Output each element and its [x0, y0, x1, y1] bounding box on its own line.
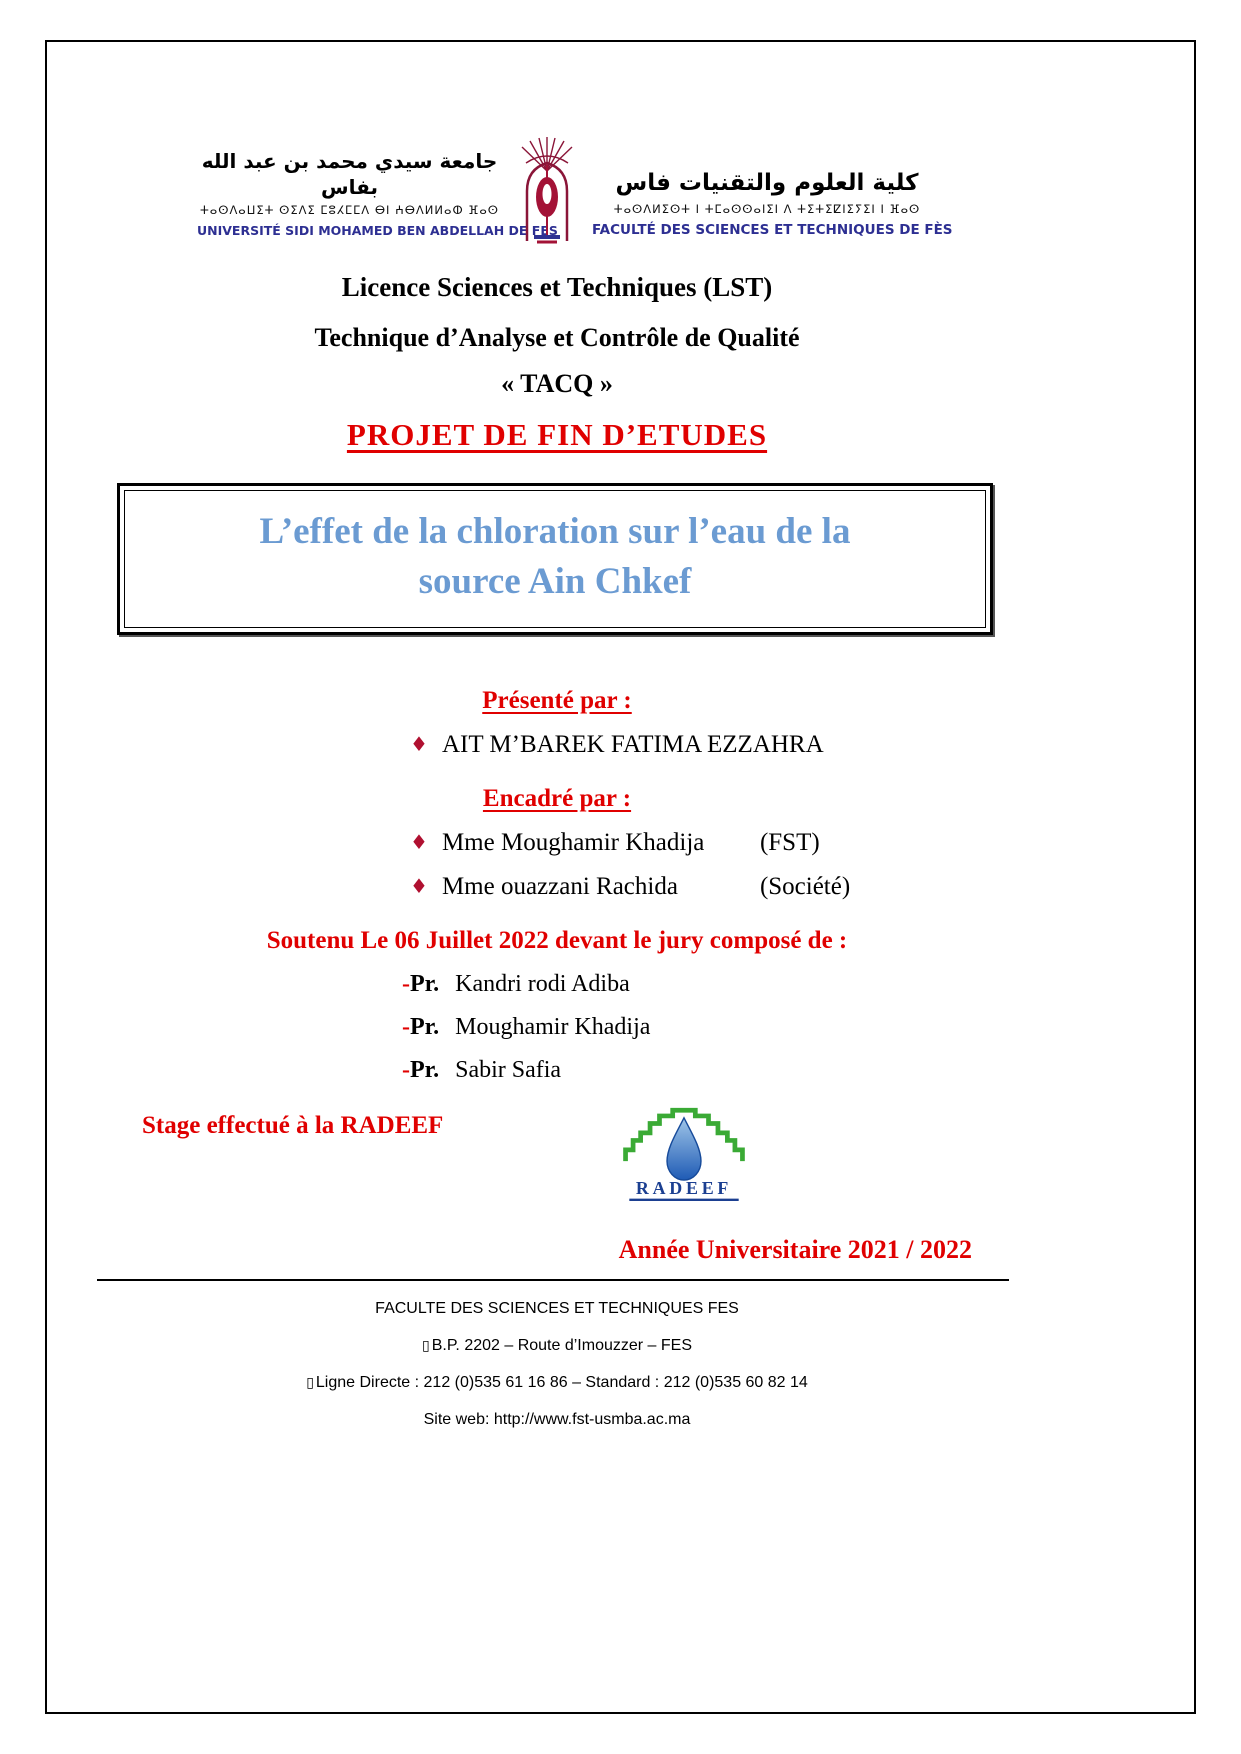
page-content [97, 137, 1017, 1429]
missing-glyph-icon: ▯ [306, 1374, 314, 1391]
jury-member-name: Sabir Safia [455, 1056, 562, 1083]
jury-title: Pr. [410, 970, 440, 997]
internship-row [97, 1106, 1017, 1211]
diamond-bullet-icon: ♦ [410, 731, 428, 756]
academic-year: Année Universitaire 2021 / 2022 [618, 1234, 972, 1264]
institution-header [97, 137, 1017, 252]
presented-by-heading: Présenté par : [482, 686, 632, 714]
program-acronym: « TACQ » [501, 369, 613, 398]
supervisor-name: Mme ouazzani Rachida [441, 872, 678, 900]
supervised-by-heading: Encadré par : [482, 784, 632, 812]
page-footer [97, 1300, 1017, 1429]
footer-address-line [97, 1337, 1017, 1355]
thesis-title-line2: source Ain Chkef [418, 560, 692, 602]
jury-member-name: Moughamir Khadija [455, 1013, 651, 1040]
jury-member-name: Kandri rodi Adiba [455, 970, 630, 997]
author-name: AIT M’BAREK FATIMA EZZAHRA [441, 730, 824, 758]
jury-heading: Soutenu Le 06 Juillet 2022 devant le jury composé de : [266, 926, 848, 954]
radeef-logo [618, 1106, 750, 1211]
thesis-title-line1: L’effet de la chloration sur l’eau de la [259, 511, 851, 552]
supervisor-affiliation: (Société) [759, 872, 851, 900]
faculty-block [592, 169, 953, 252]
water-drop-icon [667, 1118, 701, 1180]
jury-member-row [402, 1057, 1017, 1084]
footer-address: B.P. 2202 – Route d’Imouzzer – FES [431, 1336, 692, 1354]
faculty-name-tifinagh: ⵜⴰⵙⴷⵍⵉⵙⵜ ⵏ ⵜⵎⴰⵙⵙⴰⵏⵉⵏ ⴷ ⵜⵉⵜⵉⵇⵏⵉⵢⵉⵏ ⵏ ⴼⴰⵙ [613, 202, 921, 216]
university-name-latin: UNIVERSITÉ SIDI MOHAMED BEN ABDELLAH DE FES [197, 223, 558, 238]
program-title: Licence Sciences et Techniques (LST) [341, 272, 773, 302]
university-emblem-icon [514, 137, 580, 247]
jury-dash: - [402, 1056, 410, 1083]
thesis-title-box-inner [124, 490, 986, 628]
university-logo [514, 137, 580, 252]
supervisor-row [410, 829, 1017, 857]
university-block [197, 148, 558, 252]
jury-member-row [402, 1014, 1017, 1041]
thesis-title-box [117, 483, 993, 635]
document-type-title: PROJET DE FIN D’ETUDES [346, 417, 768, 452]
jury-title: Pr. [410, 1056, 440, 1083]
supervisor-row [410, 873, 1017, 901]
radeef-logo-icon [618, 1106, 750, 1206]
supervisor-affiliation: (FST) [759, 828, 820, 856]
footer-phone: Ligne Directe : 212 (0)535 61 16 86 – Standard : 212 (0)535 60 82 14 [315, 1373, 808, 1391]
radeef-logo-text: RADEEF [636, 1178, 733, 1199]
diamond-bullet-icon: ♦ [410, 873, 428, 898]
footer-divider [97, 1279, 1009, 1281]
university-name-arabic: جامعة سيدي محمد بن عبد الله بفاس [201, 149, 498, 199]
faculty-name-arabic: كلية العلوم والتقنيات فاس [615, 170, 919, 197]
supervisor-name: Mme Moughamir Khadija [441, 828, 705, 856]
jury-dash: - [402, 970, 410, 997]
diamond-bullet-icon: ♦ [410, 829, 428, 854]
missing-glyph-icon: ▯ [421, 1337, 430, 1354]
jury-title: Pr. [410, 1013, 440, 1040]
university-name-tifinagh: ⵜⴰⵙⴷⴰⵡⵉⵜ ⵙⵉⴷⵉ ⵎⵓⵃⵎⵎⴷ ⴱⵏ ⵄⴱⴷⵍⵍⴰⵀ ⴼⴰⵙ [199, 203, 500, 217]
jury-member-row [402, 971, 1017, 998]
jury-dash: - [402, 1013, 410, 1040]
page-border-frame [45, 40, 1196, 1714]
footer-website: Site web: http://www.fst-usmba.ac.ma [423, 1410, 691, 1428]
author-row [410, 731, 1017, 759]
internship-note: Stage effectué à la RADEEF [142, 1111, 444, 1139]
footer-phone-line [97, 1374, 1017, 1392]
program-subtitle: Technique d’Analyse et Contrôle de Qualité [314, 323, 800, 352]
footer-institution: FACULTE DES SCIENCES ET TECHNIQUES FES [375, 1299, 739, 1317]
faculty-name-latin: FACULTÉ DES SCIENCES ET TECHNIQUES DE FÈS [592, 222, 953, 238]
